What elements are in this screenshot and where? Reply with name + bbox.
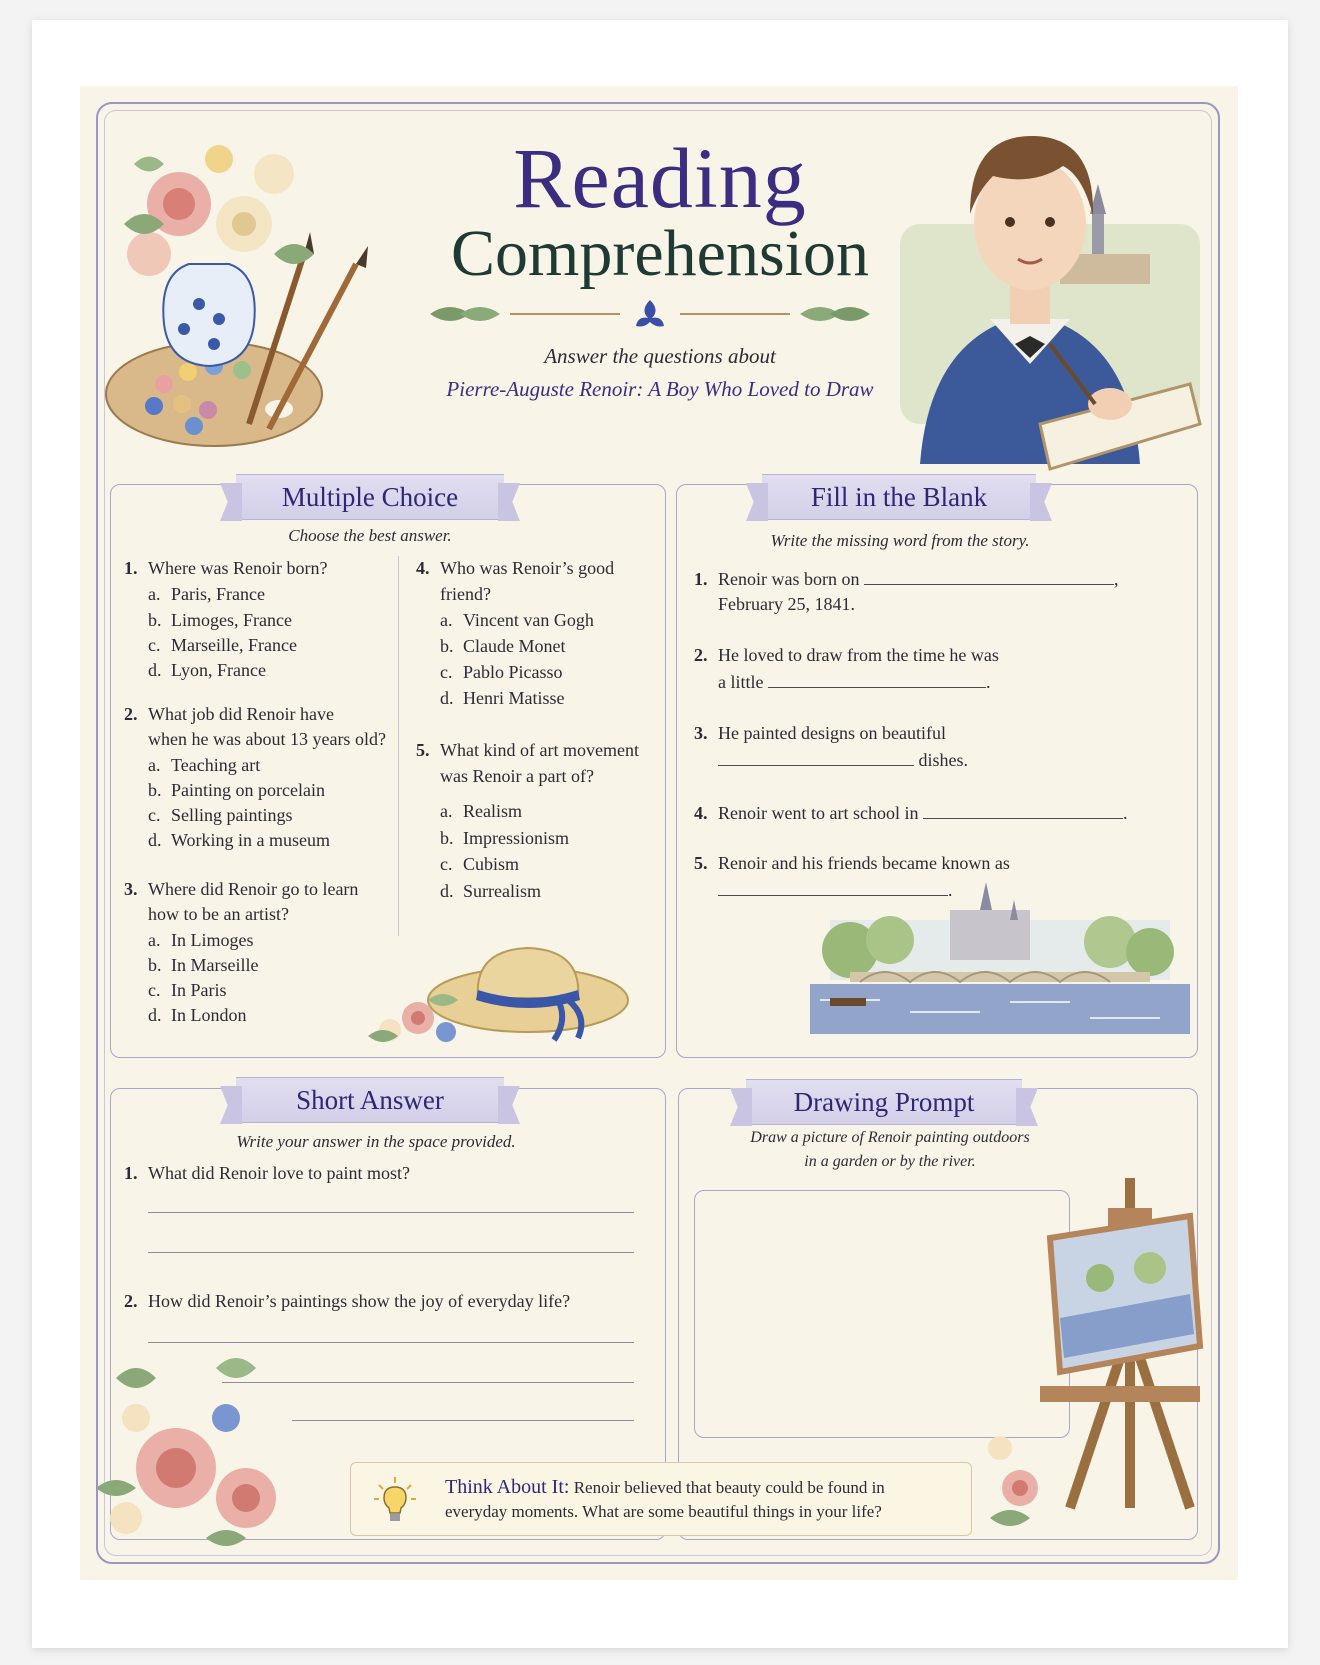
option-letter: b. [440, 636, 454, 656]
multiple-choice-instructions: Choose the best answer. [288, 526, 452, 545]
multiple-choice-banner: Multiple Choice [236, 474, 504, 520]
item-punctuation: . [948, 880, 953, 900]
fib-answer-blank-4[interactable] [923, 800, 1123, 819]
question-number: 1. [124, 558, 138, 578]
fib-item-3 [694, 721, 946, 746]
mc-q3-option-b[interactable] [148, 953, 258, 978]
mc-question-4 [416, 556, 614, 581]
mc-q4-option-a[interactable] [440, 608, 594, 633]
option-letter: a. [440, 610, 453, 630]
mc-q5-option-d[interactable] [440, 879, 541, 904]
mc-q5-option-a[interactable] [440, 799, 522, 824]
option-letter: c. [440, 854, 453, 874]
fib-answer-blank-2[interactable] [768, 669, 986, 688]
mc-q1-option-b[interactable] [148, 608, 292, 633]
item-punctuation: . [1122, 803, 1128, 823]
mc-question-2-line2: when he was about 13 years old? [148, 729, 386, 749]
question-number: 5. [416, 740, 430, 760]
mc-q3-option-c[interactable] [148, 978, 227, 1003]
option-text: Impressionism [463, 828, 569, 848]
question-number: 4. [416, 558, 430, 578]
question-number: 3. [124, 879, 138, 899]
item-text: dishes. [918, 750, 968, 770]
title-flourish-divider [420, 296, 880, 332]
option-text: Claude Monet [463, 636, 566, 656]
mc-q2-option-a[interactable] [148, 753, 260, 778]
option-letter: d. [148, 830, 162, 850]
option-text: Realism [463, 801, 522, 821]
question-text: What kind of art movement [440, 740, 639, 760]
question-text: Who was Renoir’s good [440, 558, 615, 578]
item-number: 4. [694, 803, 708, 823]
think-about-it-box [350, 1462, 972, 1536]
fib-item-1-line2: February 25, 1841. [718, 594, 855, 614]
question-number: 2. [124, 704, 138, 724]
mc-question-5 [416, 738, 639, 763]
title-comprehension: Comprehension [451, 217, 869, 290]
question-text: Where was Renoir born? [148, 558, 328, 578]
question-text: Where did Renoir go to learn [148, 879, 359, 899]
short-answer-banner: Short Answer [236, 1077, 504, 1123]
mc-q3-option-a[interactable] [148, 928, 254, 953]
fib-item-2-line2 [718, 669, 990, 695]
mc-q5-option-c[interactable] [440, 852, 519, 877]
option-letter: c. [148, 805, 161, 825]
option-letter: b. [148, 610, 162, 630]
item-text: a little [718, 672, 764, 692]
sa-answer-line-1[interactable] [148, 1212, 634, 1213]
mc-q2-option-b[interactable] [148, 778, 325, 803]
item-text: Renoir went to art school in [718, 803, 919, 823]
option-text: Working in a museum [171, 830, 331, 850]
item-number: 1. [694, 569, 708, 589]
short-answer-instructions: Write your answer in the space provided. [236, 1132, 516, 1151]
mc-question-5-line2: was Renoir a part of? [440, 766, 594, 786]
question-text: What job did Renoir have [148, 704, 334, 724]
think-text-line1: Renoir believed that beauty could be found in [573, 1478, 885, 1497]
option-letter: c. [148, 980, 161, 1000]
sa-answer-line-3[interactable] [148, 1342, 634, 1343]
option-text: Painting on porcelain [171, 780, 325, 800]
fib-item-1 [694, 566, 1118, 592]
river-bridge-illustration [790, 880, 1190, 1040]
item-text: Renoir and his friends became known as [718, 853, 1010, 873]
item-text: Renoir was born on [718, 569, 860, 589]
option-letter: d. [148, 660, 162, 680]
mc-q1-option-c[interactable] [148, 633, 297, 658]
option-text: Surrealism [463, 881, 541, 901]
option-text: In Marseille [171, 955, 259, 975]
option-text: Cubism [463, 854, 520, 874]
fib-answer-blank-3[interactable] [718, 747, 914, 766]
question-number: 1. [124, 1163, 138, 1183]
item-number: 5. [694, 853, 708, 873]
fib-item-3-line2 [718, 747, 968, 773]
option-text: Lyon, France [171, 660, 266, 680]
mc-q1-option-d[interactable] [148, 658, 266, 683]
fib-answer-blank-1[interactable] [864, 566, 1114, 585]
option-letter: a. [148, 930, 161, 950]
think-about-it-text [445, 1475, 955, 1524]
drawing-prompt-line2: in a garden or by the river. [804, 1153, 976, 1170]
sa-question-1 [124, 1161, 410, 1186]
fib-item-4 [694, 800, 1127, 826]
option-letter: b. [440, 828, 454, 848]
mc-q2-option-c[interactable] [148, 803, 293, 828]
title-reading: Reading [513, 130, 807, 226]
think-text-line2: everyday moments. What are some beautiful things in your life? [445, 1502, 882, 1521]
option-letter: d. [440, 881, 454, 901]
mc-q5-option-b[interactable] [440, 826, 569, 851]
mc-question-2 [124, 702, 334, 727]
mc-q2-option-d[interactable] [148, 828, 330, 853]
option-letter: a. [148, 755, 161, 775]
sa-answer-line-2[interactable] [148, 1252, 634, 1253]
straw-hat-illustration [368, 940, 638, 1050]
item-text: He painted designs on beautiful [718, 723, 946, 743]
option-letter: a. [148, 584, 161, 604]
option-text: Henri Matisse [463, 688, 565, 708]
think-about-it-label: Think About It: [445, 1476, 570, 1498]
mc-q4-option-b[interactable] [440, 634, 565, 659]
mc-question-1 [124, 556, 327, 581]
option-letter: c. [148, 635, 161, 655]
fill-in-blank-instructions: Write the missing word from the story. [770, 531, 1030, 550]
option-text: Pablo Picasso [463, 662, 563, 682]
option-letter: d. [440, 688, 454, 708]
fib-item-5 [694, 851, 1010, 876]
mc-q3-option-d[interactable] [148, 1003, 247, 1028]
question-text: How did Renoir’s paintings show the joy of everyday life? [148, 1291, 571, 1311]
easel-illustration [980, 1168, 1220, 1548]
fill-in-blank-banner: Fill in the Blank [762, 474, 1036, 520]
drawing-prompt-banner: Drawing Prompt [746, 1079, 1022, 1125]
mc-q4-option-c[interactable] [440, 660, 563, 685]
mc-question-4-line2: friend? [440, 584, 491, 604]
roses-illustration [96, 1348, 296, 1558]
sa-question-2 [124, 1289, 570, 1314]
option-letter: a. [440, 801, 453, 821]
option-text: Vincent van Gogh [463, 610, 594, 630]
option-text: In London [171, 1005, 247, 1025]
sa-answer-line-5[interactable] [292, 1420, 634, 1421]
column-divider [398, 556, 399, 936]
item-number: 3. [694, 723, 708, 743]
item-punctuation: . [985, 672, 991, 692]
option-text: In Limoges [171, 930, 254, 950]
option-text: Teaching art [171, 755, 261, 775]
item-text: He loved to draw from the time he was [718, 645, 999, 665]
lightbulb-icon [373, 1475, 417, 1525]
mc-q1-option-a[interactable] [148, 582, 265, 607]
option-letter: b. [148, 955, 162, 975]
option-letter: b. [148, 780, 162, 800]
drawing-prompt-line1: Draw a picture of Renoir painting outdoors [750, 1129, 1030, 1146]
item-number: 2. [694, 645, 708, 665]
fib-item-2 [694, 643, 999, 668]
option-letter: c. [440, 662, 453, 682]
option-letter: d. [148, 1005, 162, 1025]
mc-q4-option-d[interactable] [440, 686, 564, 711]
question-text: What did Renoir love to paint most? [148, 1163, 410, 1183]
mc-question-3 [124, 877, 358, 902]
option-text: Marseille, France [171, 635, 297, 655]
item-punctuation: , [1113, 569, 1119, 589]
option-text: Paris, France [171, 584, 265, 604]
subtitle: Answer the questions about [544, 344, 776, 368]
option-text: In Paris [171, 980, 227, 1000]
option-text: Limoges, France [171, 610, 292, 630]
mc-question-3-line2: how to be an artist? [148, 904, 289, 924]
question-number: 2. [124, 1291, 138, 1311]
story-title: Pierre-Auguste Renoir: A Boy Who Loved to Draw [446, 377, 874, 401]
flower-vase-palette-illustration [104, 104, 384, 454]
option-text: Selling paintings [171, 805, 293, 825]
